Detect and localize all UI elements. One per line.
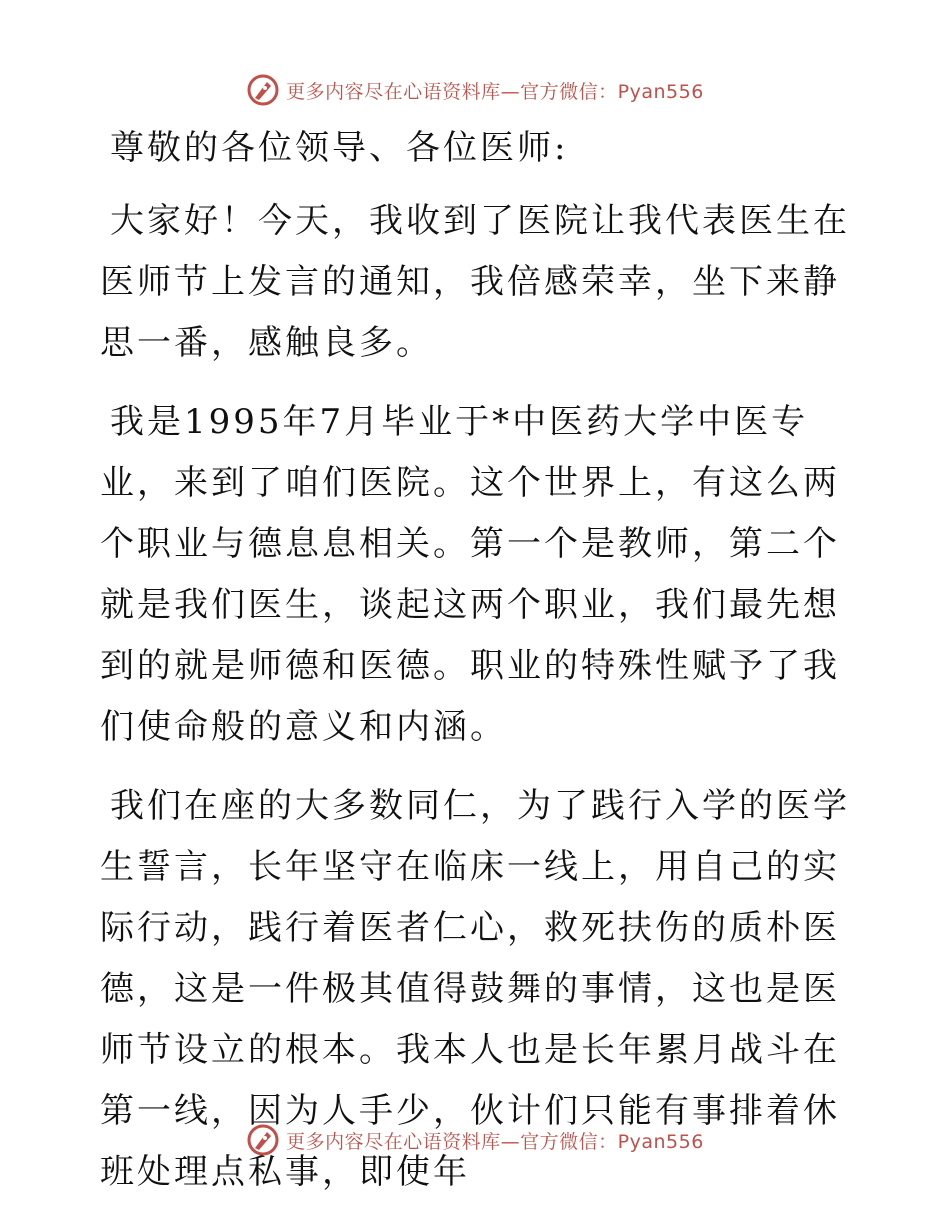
header-banner bbox=[0, 70, 950, 110]
pen-nib-circle-icon bbox=[246, 1123, 280, 1157]
paragraph-2: 我是1995年7月毕业于*中医药大学中医专业，来到了咱们医院。这个世界上，有这么两个职业与德息息相关。第一个是教师，第二个就是我们医生，谈起这两个职业，我们最先想到的就是师德和医德。职业的特殊性赋予了我们使命般的意义和内涵。 bbox=[100, 402, 840, 747]
footer-banner-text: 更多内容尽在心语资料库—官方微信：Pyan556 bbox=[286, 1130, 704, 1153]
paragraph-3: 我们在座的大多数同仁，为了践行入学的医学生誓言，长年坚守在临床一线上，用自己的实际行动，践行着医者仁心，救死扶伤的质朴医德，这是一件极其值得鼓舞的事情，这也是医师节设立的根本。我本人也是长年累月战斗在第一线，因为人手少，伙计们只能有事排着休班处理点私事，即使年 bbox=[100, 786, 850, 1192]
footer-banner bbox=[0, 1120, 950, 1160]
document-body bbox=[100, 118, 860, 1221]
paragraph-1: 大家好！今天，我收到了医院让我代表医生在医师节上发言的通知，我倍感荣幸，坐下来静思一番，感触良多。 bbox=[100, 201, 850, 363]
header-banner-text: 更多内容尽在心语资料库—官方微信：Pyan556 bbox=[286, 80, 704, 103]
greeting-line: 尊敬的各位领导、各位医师: bbox=[110, 128, 569, 168]
pen-nib-circle-icon bbox=[246, 73, 280, 107]
